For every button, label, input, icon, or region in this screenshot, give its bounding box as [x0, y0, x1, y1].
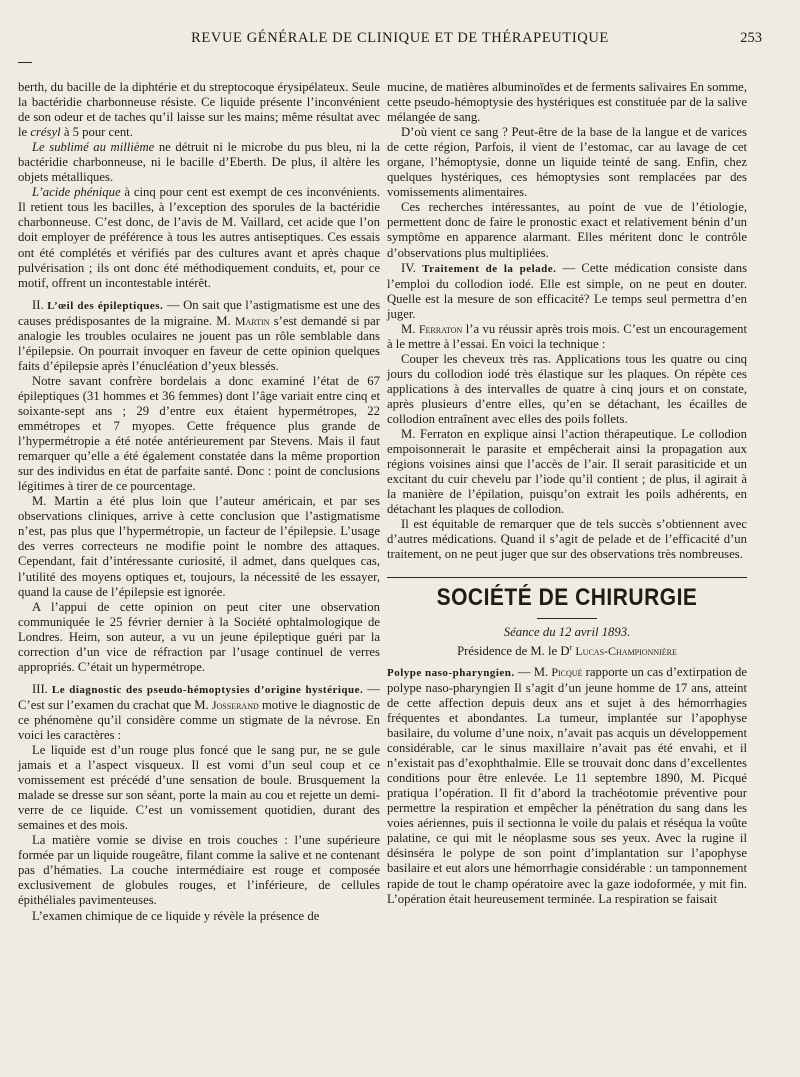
paragraph: Notre savant confrère bordelais a donc examiné l’état de 67 épileptiques (31 hommes et 36 femmes) dont l’âge variait entre cinq et soixante-sept ans ; 29 d’entre eux étaient hypermétropes, 22 emmétropes et 7 myopes. Cette fréquence plus grande de l’hypermétropie a été notée antérieurement par Stevens. Mais il faut remarquer qu’elle a été également constatée dans la même proportion sur des individus en état de parfaite santé. Donc : point de conclusions légitimes à tirer de ce pourcentage.: [18, 373, 380, 494]
paragraph: M. Ferraton l’a vu réussir après trois mois. C’est un encouragement à le mettre à l’essai. En voici la technique :: [387, 321, 748, 351]
author-name: Martin: [234, 313, 270, 328]
society-short-rule: [537, 618, 597, 619]
paragraph: berth, du bacille de la diphtérie et du streptocoque érysipélateux. Seule la bactéridie charbonneuse résiste. Ce liquide présente l’inconvénient de son odeur et de taches qu’il laisse sur les mains; même résultat avec le crésyl à 5 pour cent.: [18, 80, 380, 140]
header-rule: [18, 62, 32, 63]
paragraph: Il est équitable de remarquer que de tels succès s’obtiennent avec d’autres médications. Quand il s’agit de pelade et de l’efficacité d’un traitement, on ne peut juger que sur des observations très nombreuses.: [387, 517, 747, 562]
right-column: [387, 80, 747, 907]
author-name: Ferraton: [418, 321, 463, 336]
seance-date: Séance du 12 avril 1893.: [503, 624, 631, 639]
section-polype: Polype naso-pharyngien. — M. Picqué rapporte un cas d’extirpation de polype naso-pharyngien Il s’agit d’un jeune homme de 17 ans, atteint de cette affection depuis deux ans et sujet à des hémorrhagies fréquentes et abondantes. La tumeur, implantée sur l’apophyse basilaire, du volume d’une noix, n’avait pas acquis un développement considérable, car le sinus maxillaire n’avait pas été envahi, et il n’existait pas d’exophthalmie. Elle se trouvait donc dans d’excellentes conditions pour être enlevée. Le 11 septembre 1890, M. Picqué pratiqua l’opération. Il fit d’abord la trachéotomie préventive pour permettre la respiration et empêcher la pénétration du sang dans les voies aériennes, puis il sectionna le voile du palais et réséqua la voûte palatine, ce qui mit le néoplasme sous ses yeux. Avec la rugine il désinséra le polype de son point d’implantation sur l’apophyse basilaire et eut alors une hémorrhagie considérable : un tamponnement rapide de tout le champ opératoire avec la gaze iodoformée, y mit fin. L’opération était heureusement terminée. La respiration se faisait: [387, 664, 748, 906]
left-column: [18, 80, 380, 924]
paragraph: Ces recherches intéressantes, au point de vue de l’étiologie, permettent donc de faire le pronostic exact et relativement bénin d’un symptôme en apparence alarmant. Elles méritent donc le contrôle d’observations plus multipliées.: [387, 200, 747, 260]
paragraph: Couper les cheveux très ras. Applications tous les quatre ou cinq jours du collodion iodé très élastique sur les plaques. On répète ces applications à des intervalles de quatre à cinq jours et on constate, après plusieurs d’entre elles, qu’en se détachant, les écailles de collodion entraînent avec elles des poils follets.: [387, 351, 747, 427]
society-rule: [387, 577, 747, 578]
paragraph: M. Martin a été plus loin que l’auteur américain, et par ses observations cliniques, arrive à cette conclusion que l’astigmatisme n’est, pas plus que l’hypermétropie, un facteur de l’épilepsie. L’usage des verres correcteurs ne modifie point le nombre des attaques. Cependant, fait d’intéressante curiosité, il admet, dans quelques cas, l’utilité des moyens optiques et, toujours, la nécessité de les essayer, quand la cause de l’épilepsie est ignorée.: [18, 494, 380, 599]
paragraph: L’acide phénique à cinq pour cent est exempt de ces inconvénients. Il retient tous les bacilles, à l’exception des sporules de la bactéridie charbonneuse. C’est donc, de l’avis de M. Vaillard, cet acide que l’on doit employer de préférence à tous les autres antiseptiques. Ces essais ont été complétés et vérifiés par des cultures avant et après chaque pulvérisation ; ils ont donc été méthodiquement conduits, et, pour ce motif, offrent un incontestable intérêt.: [18, 185, 381, 290]
presidence: Présidence de M. le $D^r$ Lucas-Championnière: [457, 642, 677, 658]
paragraph: Le liquide est d’un rouge plus foncé que le sang pur, ne se gule jamais et a l’aspect visqueux. Il est vomi d’un seul coup et ce vomissement est précédé d’une sensation de boule. Brusquement la malade se dresse sur son séant, porte la main au cou et rejette un demi-verre de ce liquide. C’est un vomissement quotidien, durant des semaines et des mois.: [18, 743, 380, 833]
section-iii: III. Le diagnostic des pseudo-hémoptysies d’origine hystérique. — C’est sur l’examen du crachat que M. Josserand motive le diagnostic de ce phénomène qu’il considère comme un stigmate de la névrose. En voici les caractères :: [18, 681, 381, 742]
page-number: 253: [740, 30, 762, 46]
paragraph: mucine, de matières albuminoïdes et de ferments salivaires En somme, cette pseudo-hémoptysie des hystériques est constituée par de la salive mélangée de sang.: [387, 80, 747, 125]
section-heading: Traitement de la pelade.: [422, 262, 557, 275]
author-name: Josserand: [211, 697, 259, 712]
running-title: REVUE GÉNÉRALE DE CLINIQUE ET DE THÉRAPEUTIQUE: [191, 30, 609, 46]
section-ii: II. L’œil des épileptiques. — On sait que l’astigmatisme est une des causes prédisposantes de la migraine. M. Martin s’est demandé si par analogie les troubles oculaires ne jouent pas un rôle semblable dans l’épilepsie. On pourrait invoquer en faveur de cette opinion quelques faits d’épilepsie après l’énucléation d’yeux blessés.: [18, 297, 381, 373]
paragraph: A l’appui de cette opinion on peut citer une observation communiquée le 25 février dernier à la Société ophtalmologique de Londres. Heim, son auteur, a vu un jeune épileptique guéri par la correction d’un vice de réfraction par l’usage continuel de verres appropriés. C’était un hypermétrope.: [18, 599, 380, 674]
author-name: Picqué: [551, 664, 583, 679]
paragraph: La matière vomie se divise en trois couches : l’une supérieure formée par un liquide rougeâtre, filant comme la salive et ne contenant pas d’hématies. La couche intermédiaire est rouge et composée exclusivement de globules rouges, et l’inférieure, de cellules épithéliales pavimenteuses.: [18, 833, 380, 908]
society-title: SOCIÉTÉ DE CHIRURGIE: [436, 583, 698, 611]
section-iv: IV. Traitement de la pelade. — Cette médication consiste dans l’emploi du collodion iodé. Elle est simple, on ne peut en douter. Quelle est la mesure de son efficacité? Le temps seul permettra d’en juger.: [387, 260, 748, 321]
section-heading: Le diagnostic des pseudo-hémoptysies d’origine hystérique.: [51, 683, 364, 696]
section-heading: Polype naso-pharyngien.: [387, 666, 515, 679]
paragraph: D’où vient ce sang ? Peut-être de la base de la langue et de varices de cette région, Parfois, il vient de l’estomac, car au lavage de cet organe, l’hémoptysie, donne un liquide teinté de sang. Enfin, chez quelques hystériques, ces hémoptysies sont remplacées par des vomissements alimentaires.: [387, 125, 747, 200]
paragraph: M. Ferraton en explique ainsi l’action thérapeutique. Le collodion empoisonnerait le parasite et empêcherait ainsi la propagation aux régions voisines ainsi que l’accès de l’air. Il serait parasiticide et un excitant du cuir chevelu par l’iode qu’il contient ; de plus, il agirait à la manière de l’épilation, puisqu’on extrait les poils adhérents, en détachant les plaques de collodion.: [387, 427, 747, 517]
section-heading: L’œil des épileptiques.: [47, 299, 164, 312]
paragraph: L’examen chimique de ce liquide y révèle la présence de: [32, 908, 320, 923]
paragraph: Le sublimé au millième ne détruit ni le microbe du pus bleu, ni la bactéridie charbonneuse, ni le bacille d’Eberth. De plus, il altère les objets métalliques.: [18, 140, 380, 185]
running-head: [0, 30, 800, 52]
